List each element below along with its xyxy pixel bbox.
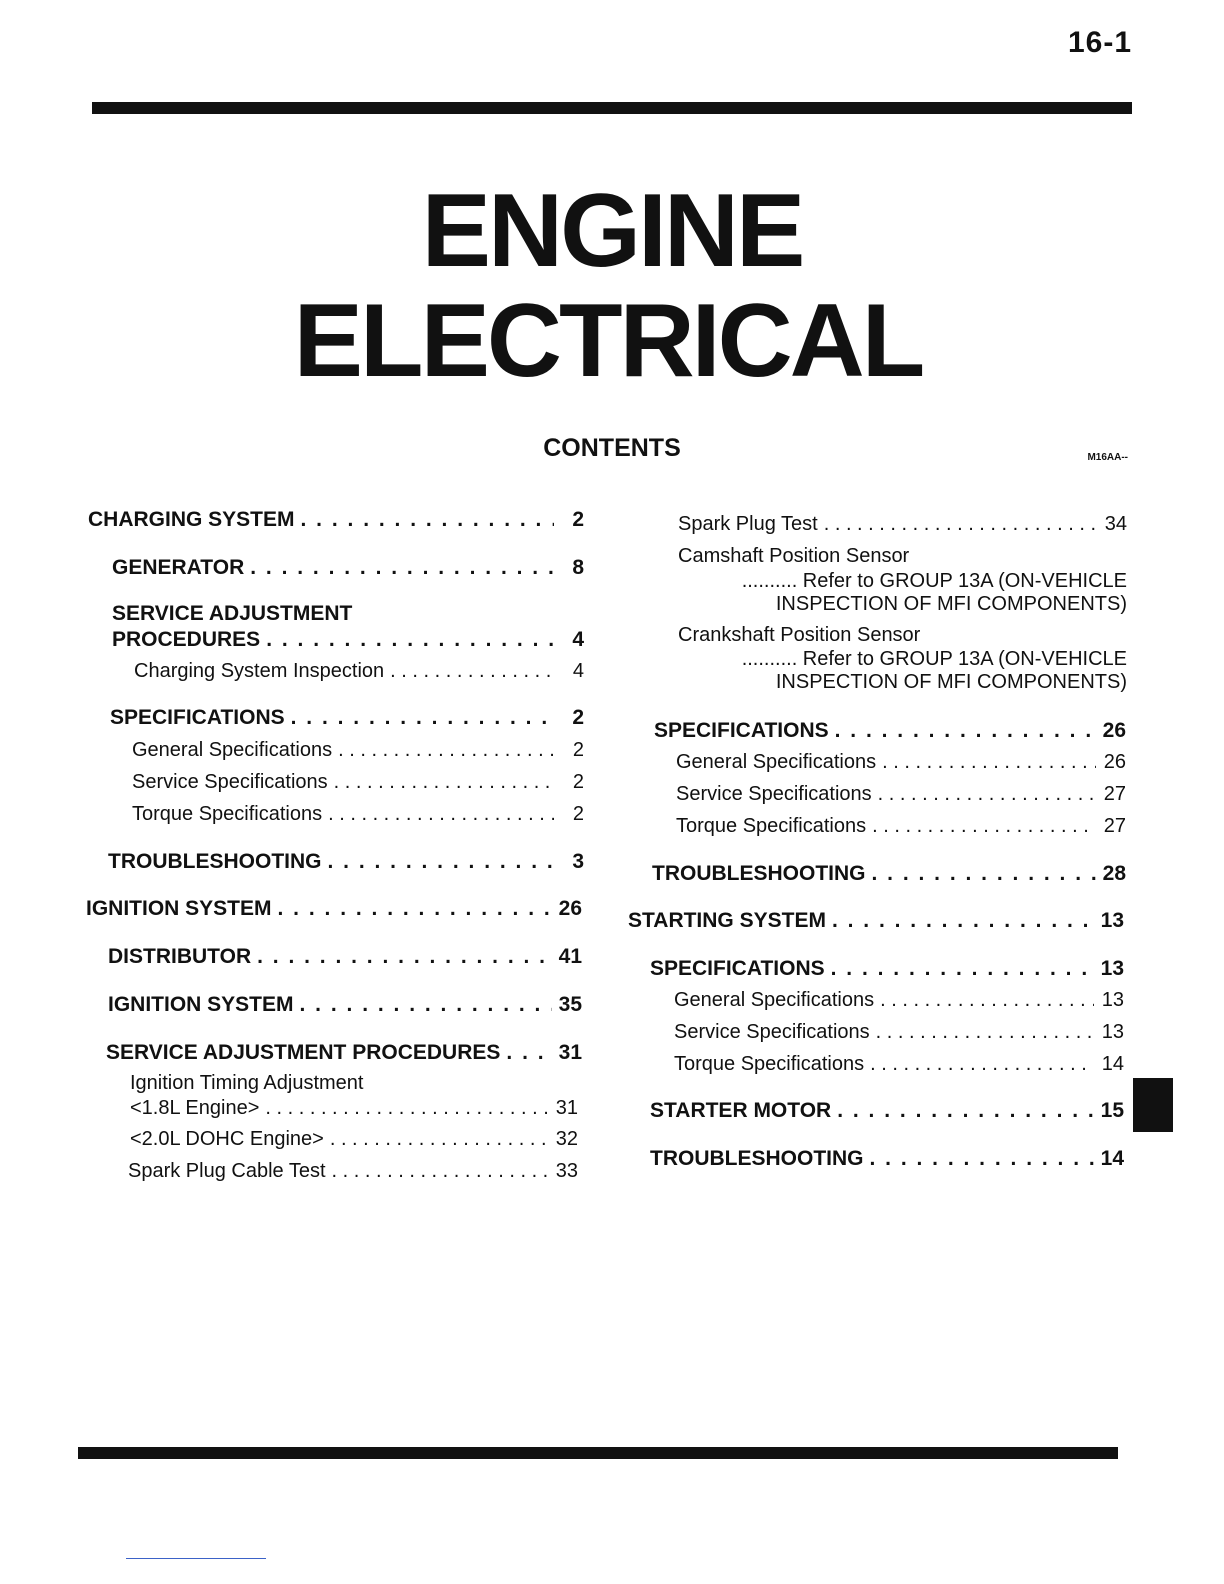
toc-entry-procedures[interactable] <box>112 628 584 652</box>
toc-entry-ignition-system[interactable] <box>86 897 582 921</box>
toc-entry-spark-plug-test[interactable] <box>678 513 1127 536</box>
leader-dots <box>870 1147 1095 1171</box>
toc-page: 4 <box>572 660 584 682</box>
toc-page: 4 <box>572 628 584 651</box>
toc-label: General Specifications <box>132 739 333 761</box>
title-line-1: ENGINE <box>421 173 803 289</box>
leader-dots <box>880 989 1094 1012</box>
toc-label: STARTING SYSTEM <box>628 909 826 932</box>
toc-page: 2 <box>572 508 584 531</box>
toc-page: 15 <box>1100 1099 1124 1122</box>
toc-page: 2 <box>572 771 584 793</box>
toc-label: Spark Plug Test <box>678 513 818 535</box>
leader-dots <box>266 628 554 652</box>
toc-page: 27 <box>1103 783 1126 805</box>
toc-entry-engine-18l[interactable] <box>130 1097 578 1120</box>
leader-dots <box>338 739 554 762</box>
toc-page: 2 <box>572 739 584 761</box>
toc-page: 3 <box>572 850 584 873</box>
leader-dots <box>824 513 1097 536</box>
toc-label: Service Specifications <box>132 771 328 793</box>
leader-dots <box>872 815 1096 838</box>
toc-page: 34 <box>1104 513 1127 535</box>
leader-dots <box>328 803 554 826</box>
toc-page: 13 <box>1101 989 1124 1011</box>
toc-label: DISTRIBUTOR <box>108 945 252 968</box>
toc-label: SPECIFICATIONS <box>110 706 285 729</box>
toc-label-service-adjustment: SERVICE ADJUSTMENT <box>112 602 353 625</box>
toc-label: SPECIFICATIONS <box>650 957 825 980</box>
leader-dots <box>334 771 554 794</box>
toc-label: IGNITION SYSTEM <box>108 993 294 1016</box>
toc-entry-troubleshooting[interactable] <box>108 850 584 874</box>
toc-entry-generator[interactable] <box>112 556 584 580</box>
top-rule <box>92 102 1132 114</box>
contents-heading: CONTENTS <box>543 434 681 462</box>
toc-entry-charging-system-inspection[interactable] <box>134 660 584 683</box>
toc-entry-ignition-system-sub[interactable] <box>108 993 582 1017</box>
toc-page: 14 <box>1101 1053 1124 1075</box>
toc-reference-camshaft[interactable] <box>600 570 1127 616</box>
toc-label-ignition-timing: Ignition Timing Adjustment <box>130 1072 364 1094</box>
toc-entry-service-adjustment-procedures[interactable] <box>106 1041 582 1065</box>
leader-dots <box>300 993 552 1017</box>
toc-label: General Specifications <box>676 751 877 773</box>
toc-label: <2.0L DOHC Engine> <box>130 1128 324 1150</box>
toc-page: 13 <box>1101 1021 1124 1043</box>
page-title <box>0 173 1224 399</box>
leader-dots <box>265 1097 548 1120</box>
toc-label: Torque Specifications <box>674 1053 865 1075</box>
leader-dots <box>832 909 1094 933</box>
toc-page: 8 <box>572 556 584 579</box>
toc-page: 26 <box>1103 751 1126 773</box>
leader-dots <box>837 1099 1094 1123</box>
reference-line-2: INSPECTION OF MFI COMPONENTS) <box>775 671 1127 693</box>
toc-page: 35 <box>558 993 582 1016</box>
toc-entry-specifications-starting[interactable] <box>650 957 1124 981</box>
toc-label: Service Specifications <box>674 1021 870 1043</box>
toc-entry-general-specifications[interactable] <box>676 751 1126 774</box>
leader-dots <box>835 719 1096 743</box>
toc-page: 32 <box>555 1128 578 1150</box>
toc-page: 2 <box>572 803 584 825</box>
toc-entry-starting-system[interactable] <box>628 909 1124 933</box>
toc-label: PROCEDURES <box>112 628 261 651</box>
leader-dots <box>250 556 554 580</box>
toc-entry-torque-specifications[interactable] <box>676 815 1126 838</box>
toc-page: 27 <box>1103 815 1126 837</box>
toc-reference-crankshaft[interactable] <box>600 648 1127 694</box>
toc-page: 31 <box>558 1041 582 1064</box>
toc-label-crankshaft-position-sensor: Crankshaft Position Sensor <box>678 624 921 646</box>
reference-line-1: .......... Refer to GROUP 13A (ON-VEHICLE <box>741 570 1127 592</box>
reference-line-1: .......... Refer to GROUP 13A (ON-VEHICLE <box>741 648 1127 670</box>
toc-label: Charging System Inspection <box>134 660 385 682</box>
toc-label: Torque Specifications <box>676 815 867 837</box>
toc-page: 14 <box>1100 1147 1124 1170</box>
leader-dots <box>332 1160 548 1183</box>
toc-label-camshaft-position-sensor: Camshaft Position Sensor <box>678 545 910 567</box>
toc-label: TROUBLESHOOTING <box>650 1147 864 1170</box>
toc-label: TROUBLESHOOTING <box>652 862 866 885</box>
toc-label: STARTER MOTOR <box>650 1099 832 1122</box>
toc-page: 2 <box>572 706 584 729</box>
toc-label: SPECIFICATIONS <box>654 719 829 742</box>
toc-entry-general-specifications-starting[interactable] <box>674 989 1124 1012</box>
toc-label: GENERATOR <box>112 556 245 579</box>
leader-dots <box>390 660 554 683</box>
toc-entry-troubleshooting-starting[interactable] <box>650 1147 1124 1171</box>
toc-label: <1.8L Engine> <box>130 1097 260 1119</box>
toc-entry-distributor[interactable] <box>108 945 582 969</box>
toc-label: Torque Specifications <box>132 803 323 825</box>
toc-page: 28 <box>1102 862 1126 885</box>
leader-dots <box>278 897 552 921</box>
toc-label: General Specifications <box>674 989 875 1011</box>
toc-entry-troubleshooting[interactable] <box>652 862 1126 886</box>
toc-page: 13 <box>1100 957 1124 980</box>
leader-dots <box>872 862 1097 886</box>
leader-dots <box>301 508 554 532</box>
section-tab-marker <box>1133 1078 1173 1132</box>
toc-entry-general-specifications[interactable] <box>132 739 584 762</box>
document-code: M16AA-- <box>1087 452 1128 463</box>
toc-entry-service-specifications[interactable] <box>132 771 584 794</box>
toc-label: CHARGING SYSTEM <box>88 508 295 531</box>
toc-label: TROUBLESHOOTING <box>108 850 322 873</box>
toc-page: 33 <box>555 1160 578 1182</box>
toc-page: 26 <box>1102 719 1126 742</box>
toc-entry-torque-specifications-starting[interactable] <box>674 1053 1124 1076</box>
toc-entry-spark-plug-cable-test[interactable] <box>128 1160 578 1183</box>
leader-dots <box>831 957 1094 981</box>
toc-entry-starter-motor[interactable] <box>650 1099 1124 1123</box>
leader-dots <box>876 1021 1094 1044</box>
bottom-divider <box>126 1558 266 1559</box>
leader-dots <box>257 945 552 969</box>
toc-entry-charging-system[interactable] <box>88 508 584 532</box>
toc-page: 26 <box>558 897 582 920</box>
toc-page: 41 <box>558 945 582 968</box>
toc-entry-service-specifications[interactable] <box>676 783 1126 806</box>
leader-dots <box>330 1128 548 1151</box>
toc-page: 31 <box>555 1097 578 1119</box>
toc-entry-engine-20l[interactable] <box>130 1128 578 1151</box>
leader-dots <box>328 850 555 874</box>
reference-line-2: INSPECTION OF MFI COMPONENTS) <box>775 593 1127 615</box>
toc-label: Spark Plug Cable Test <box>128 1160 326 1182</box>
toc-entry-torque-specifications[interactable] <box>132 803 584 826</box>
leader-dots <box>878 783 1096 806</box>
toc-entry-service-specifications-starting[interactable] <box>674 1021 1124 1044</box>
leader-dots <box>506 1041 552 1065</box>
bottom-rule <box>78 1447 1118 1459</box>
toc-label: Service Specifications <box>676 783 872 805</box>
toc-entry-specifications[interactable] <box>654 719 1126 743</box>
title-line-2: ELECTRICAL <box>293 283 923 399</box>
toc-label: SERVICE ADJUSTMENT PROCEDURES <box>106 1041 501 1064</box>
leader-dots <box>291 706 554 730</box>
page-number: 16-1 <box>1067 26 1132 59</box>
leader-dots <box>882 751 1096 774</box>
toc-page: 13 <box>1100 909 1124 932</box>
toc-label: IGNITION SYSTEM <box>86 897 272 920</box>
toc-entry-specifications[interactable] <box>110 706 584 730</box>
leader-dots <box>870 1053 1094 1076</box>
